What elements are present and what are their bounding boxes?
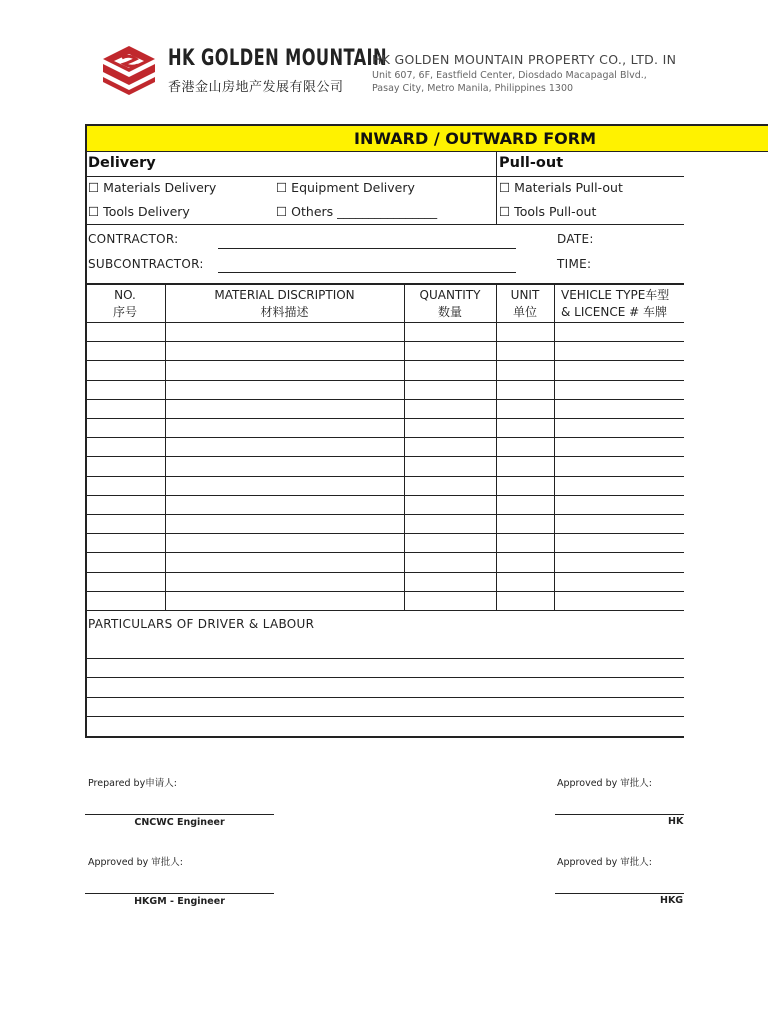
table-row[interactable] [85,610,684,611]
date-label: DATE: [557,232,594,246]
header-unit-en: UNIT [510,288,540,302]
table-header-border [85,322,684,323]
subcontractor-label: SUBCONTRACTOR: [88,257,204,271]
table-row[interactable] [85,533,684,534]
table-row[interactable] [85,380,684,381]
header-vehicle [561,287,691,321]
table-col-divider [404,283,405,610]
section-divider [85,176,684,177]
pullout-label: Pull-out [499,155,564,171]
table-col-divider [496,283,497,610]
table-row[interactable] [85,476,684,477]
particulars-line[interactable] [85,697,684,698]
checkbox-others[interactable]: ☐ Others ________________ [276,204,438,219]
signature-line[interactable] [555,893,684,894]
header-quantity-cn: 数量 [437,305,462,319]
table-row[interactable] [85,418,684,419]
signature-line[interactable] [555,814,684,815]
prepared-by-label: Prepared by申请人: [88,778,177,789]
table-row[interactable] [85,437,684,438]
contractor-label: CONTRACTOR: [88,232,179,246]
role-hkg-right: HKG [660,895,684,906]
approved-by-label-right-2: Approved by 审批人: [557,857,652,868]
checkbox-tools-delivery[interactable]: ☐ Tools Delivery [88,204,190,219]
table-row[interactable] [85,552,684,553]
table-top-border [85,283,684,285]
header-material-en: MATERIAL DISCRIPTION [214,288,355,302]
header-vehicle-cn: & LICENCE # 车牌 [561,305,667,319]
table-col-divider [165,283,166,610]
checkbox-equipment-delivery[interactable]: ☐ Equipment Delivery [276,180,415,195]
table-col-divider [554,283,555,610]
header-no [85,287,165,321]
table-row[interactable] [85,360,684,361]
particulars-line[interactable] [85,658,684,659]
company-name: HK GOLDEN MOUNTAIN PROPERTY CO., LTD. IN [372,52,677,67]
brand-name-en: HK GOLDEN MOUNTAIN [168,46,388,71]
address-line-1: Unit 607, 6F, Eastfield Center, Diosdado Macapagal Blvd., [372,70,647,81]
header-material [165,287,404,321]
checkbox-materials-pullout[interactable]: ☐ Materials Pull-out [499,180,623,195]
section-bottom-border [85,224,684,225]
brand-name-cn: 香港金山房地产发展有限公司 [168,80,344,95]
form-title: INWARD / OUTWARD FORM [353,129,596,148]
particulars-label: PARTICULARS OF DRIVER & LABOUR [88,617,315,631]
time-label: TIME: [557,257,592,271]
golden-mountain-logo-icon [100,44,158,96]
address-line-2: Pasay City, Metro Manila, Philippines 1300 [372,83,574,94]
table-row[interactable] [85,399,684,400]
table-row[interactable] [85,572,684,573]
header-vehicle-en: VEHICLE TYPE车型 [561,288,670,302]
role-hk-right: HK [668,816,684,827]
particulars-line[interactable] [85,677,684,678]
header-no-en: NO. [114,288,136,302]
signature-line[interactable] [85,814,274,815]
delivery-label: Delivery [88,155,156,171]
table-row[interactable] [85,495,684,496]
particulars-line[interactable] [85,716,684,717]
header-material-cn: 材料描述 [260,305,309,319]
checkbox-materials-delivery[interactable]: ☐ Materials Delivery [88,180,217,195]
table-row[interactable] [85,341,684,342]
table-row[interactable] [85,456,684,457]
subcontractor-field[interactable] [218,272,516,273]
checkbox-tools-pullout[interactable]: ☐ Tools Pull-out [499,204,597,219]
role-cncwc-engineer: CNCWC Engineer [134,817,225,828]
role-hkgm-engineer: HKGM - Engineer [134,896,225,907]
header-unit-cn: 单位 [512,305,537,319]
header-unit [496,287,554,321]
header-quantity [404,287,496,321]
table-row[interactable] [85,591,684,592]
signature-line[interactable] [85,893,274,894]
approved-by-label-left: Approved by 审批人: [88,857,183,868]
table-row[interactable] [85,514,684,515]
company-address [372,69,647,95]
material-table [85,283,684,610]
section-vdivider [496,152,497,224]
header-no-cn: 序号 [112,305,137,319]
approved-by-label-right-1: Approved by 审批人: [557,778,652,789]
contractor-field[interactable] [218,248,516,249]
header-quantity-en: QUANTITY [419,288,481,302]
